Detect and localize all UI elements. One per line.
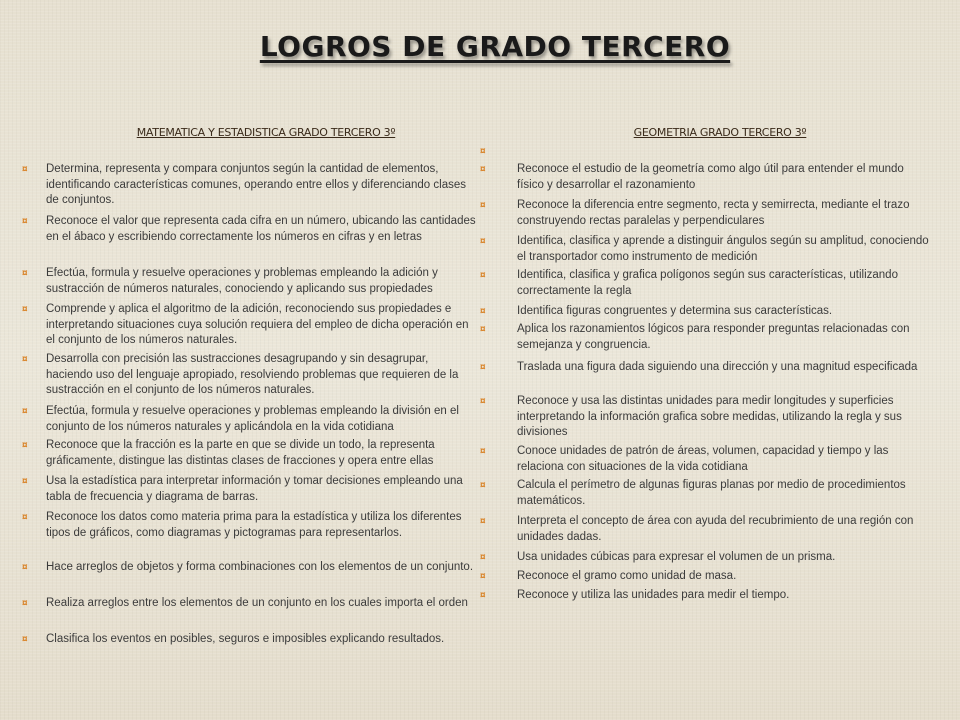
list-item [22, 266, 476, 297]
bullet-icon: ¤ [480, 306, 486, 317]
list-item-text: Reconoce el gramo como unidad de masa. [517, 570, 737, 582]
list-item [22, 596, 476, 612]
list-item [22, 438, 476, 469]
bullet-icon: ¤ [480, 236, 486, 247]
list-item-text: Usa la estadística para interpretar información y tomar decisiones empleando una tabla de frecuencia y diagrama de barras. [46, 475, 463, 503]
list-item [22, 510, 476, 541]
bullet-icon: ¤ [22, 440, 28, 451]
bullet-icon: ¤ [480, 480, 486, 491]
bullet-icon: ¤ [22, 354, 28, 365]
list-item-text: Traslada una figura dada siguiendo una dirección y una magnitud especificada [517, 361, 918, 373]
math-column [22, 126, 476, 645]
bullet-icon: ¤ [22, 268, 28, 279]
list-item-text: Aplica los razonamientos lógicos para responder preguntas relacionadas con semejanza y congruencia. [517, 323, 910, 351]
bullet-icon: ¤ [22, 164, 28, 175]
list-item-text: Reconoce el valor que representa cada cifra en un número, ubicando las cantidades en el ábaco y escribiendo correctamente los números en cifras y en letras [46, 215, 476, 243]
list-item-text: Desarrolla con precisión las sustracciones desagrupando y sin desagrupar, haciendo uso del lenguaje apropiado, resolviendo problemas que requieren de la sustracción en el conjunto de los números naturales. [46, 353, 459, 396]
list-item-text: Clasifica los eventos en posibles, seguros e imposibles explicando resultados. [46, 633, 445, 645]
list-item [480, 322, 930, 353]
list-item [22, 474, 476, 505]
list-item-text: Comprende y aplica el algoritmo de la adición, reconociendo sus propiedades e interpretando situaciones cuya solución requiera del empleo de dicha operación en el conjunto de los números naturales. [46, 303, 469, 346]
list-item-text: Reconoce que la fracción es la parte en que se divide un todo, la representa gráficamente, distingue las distintas clases de fracciones y opera entre ellas [46, 439, 435, 467]
list-item [22, 302, 476, 349]
list-item [22, 162, 476, 209]
list-item [22, 352, 476, 399]
list-item [480, 444, 930, 475]
bullet-icon: ¤ [480, 552, 486, 563]
page-title: LOGROS DE GRADO TERCERO [259, 30, 731, 63]
list-item-text: Interpreta el concepto de área con ayuda del recubrimiento de una región con unidades dadas. [517, 515, 914, 543]
geometry-column [480, 126, 950, 601]
list-item-text: Determina, representa y compara conjuntos según la cantidad de elementos, identificando características comunes, operando entre ellos y diferenciando clases de conjuntos. [46, 163, 466, 206]
list-item [480, 550, 930, 566]
bullet-icon: ¤ [480, 571, 486, 582]
bullet-icon: ¤ [480, 446, 486, 457]
bullet-icon: ¤ [480, 200, 486, 211]
list-item [22, 404, 476, 435]
list-item [480, 268, 930, 299]
bullet-icon: ¤ [22, 634, 28, 645]
bullet-icon: ¤ [480, 396, 486, 407]
list-item-text: Identifica, clasifica y grafica polígonos según sus características, utilizando correctamente la regla [517, 269, 898, 297]
bullet-icon: ¤ [480, 270, 486, 281]
list-item [480, 514, 930, 545]
math-heading: MATEMATICA Y ESTADISTICA GRADO TERCERO 3º [136, 126, 396, 139]
list-item [22, 560, 476, 576]
list-item-text: Conoce unidades de patrón de áreas, volumen, capacidad y tiempo y las relaciona con situaciones de la vida cotidiana [517, 445, 889, 473]
list-item [480, 360, 930, 376]
list-item-text: Reconoce la diferencia entre segmento, recta y semirrecta, mediante el trazo construyendo rectas paralelas y perpendiculares [517, 199, 910, 227]
bullet-icon: ¤ [22, 216, 28, 227]
bullet-icon: ¤ [22, 512, 28, 523]
list-item-text: Hace arreglos de objetos y forma combinaciones con los elementos de un conjunto. [46, 561, 474, 573]
list-item-text: Reconoce y usa las distintas unidades para medir longitudes y superficies interpretando la información grafica sobre medidas, utilizando la regla y sus divisiones [517, 395, 902, 438]
list-item [480, 234, 930, 265]
bullet-icon: ¤ [22, 476, 28, 487]
list-item [22, 632, 476, 648]
bullet-icon: ¤ [480, 146, 486, 157]
bullet-icon: ¤ [480, 324, 486, 335]
list-item-text: Usa unidades cúbicas para expresar el volumen de un prisma. [517, 551, 836, 563]
list-item-text: Realiza arreglos entre los elementos de un conjunto en los cuales importa el orden [46, 597, 468, 609]
list-item [480, 478, 930, 509]
bullet-icon: ¤ [22, 304, 28, 315]
list-item-text: Efectúa, formula y resuelve operaciones y problemas empleando la división en el conjunto de los números naturales y aplicándola en la vida cotidiana [46, 405, 459, 433]
bullet-icon: ¤ [480, 362, 486, 373]
list-item-text: Efectúa, formula y resuelve operaciones y problemas empleando la adición y sustracción de números naturales, conociendo y aplicando sus propiedades [46, 267, 438, 295]
list-item [480, 588, 930, 604]
bullet-icon: ¤ [480, 164, 486, 175]
geometry-heading: GEOMETRIA GRADO TERCERO 3º [633, 126, 807, 139]
list-item-text: Reconoce y utiliza las unidades para medir el tiempo. [517, 589, 790, 601]
bullet-icon: ¤ [22, 598, 28, 609]
list-item [22, 214, 476, 245]
list-item-text: Identifica, clasifica y aprende a distinguir ángulos según su amplitud, conociendo el transportador como instrumento de medición [517, 235, 929, 263]
list-item [480, 162, 930, 193]
list-item [480, 569, 930, 585]
bullet-icon: ¤ [480, 590, 486, 601]
bullet-icon: ¤ [480, 516, 486, 527]
list-item-text: Identifica figuras congruentes y determina sus características. [517, 305, 833, 317]
list-item [480, 394, 930, 441]
list-item [480, 304, 930, 320]
bullet-icon: ¤ [22, 562, 28, 573]
list-item-text: Reconoce los datos como materia prima para la estadística y utiliza los diferentes tipos de gráficos, como diagramas y pictogramas para representarlos. [46, 511, 462, 539]
list-item-text: Reconoce el estudio de la geometría como algo útil para entender el mundo físico y desarrollar el razonamiento [517, 163, 904, 191]
list-item [480, 198, 930, 229]
list-item-text: Calcula el perímetro de algunas figuras planas por medio de procedimientos matemáticos. [517, 479, 906, 507]
bullet-icon: ¤ [22, 406, 28, 417]
